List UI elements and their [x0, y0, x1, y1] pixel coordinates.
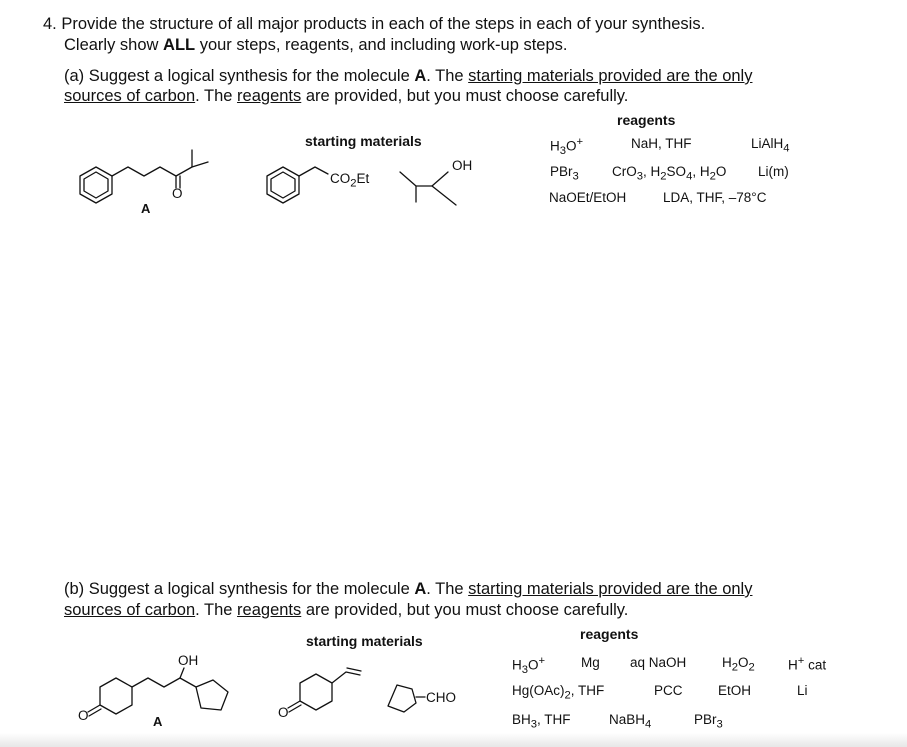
- reagent-li-metal: Li(m): [758, 164, 789, 179]
- part-a-intro-line-1: (a) Suggest a logical synthesis for the molecule A. The starting materials provided are the only: [64, 67, 753, 85]
- part-b-cho-label: CHO: [426, 690, 456, 705]
- reagent-naoet-etoh: NaOEt/EtOH: [549, 190, 627, 205]
- reagent-h3o-plus: $H_3O^+$: [550, 136, 584, 158]
- part-b-starting-materials-header: starting materials: [306, 633, 423, 649]
- question-line-2-b: your steps, reagents, and including work-up steps.: [195, 36, 568, 54]
- reagent-b-bh3: $BH_3$, THF: [512, 712, 571, 731]
- reagent-nah-thf: NaH, THF: [631, 136, 692, 151]
- reagent-b-li: Li: [797, 683, 808, 698]
- reagent-b-h3o-plus: $H_3O^+$: [512, 655, 546, 677]
- part-b-carbonyl-o-a: O: [78, 708, 89, 723]
- reagent-b-pbr3: PBr$_3$: [694, 712, 723, 731]
- part-b-intro-line-2: sources of carbon. The reagents are provided, but you must choose carefully.: [64, 601, 629, 619]
- part-a-molecule-label: A: [141, 201, 151, 216]
- reagent-b-h-plus-cat: H+ cat: [788, 655, 827, 673]
- reagent-b-aq-naoh: aq NaOH: [630, 655, 687, 670]
- part-b-carbonyl-o-b: O: [278, 705, 289, 720]
- reagent-b-mg: Mg: [581, 655, 600, 670]
- reagent-b-nabh4: NaBH$_4$: [609, 712, 652, 731]
- reagent-lialh4: LiAlH$_4$: [751, 136, 790, 155]
- reagent-jones: CrO$_3$, $H_2SO_4$, $H_2O$: [612, 164, 727, 183]
- part-a-starting-materials-header: starting materials: [305, 133, 422, 149]
- reagent-b-etoh: EtOH: [718, 683, 752, 698]
- part-a-reagents-header: reagents: [617, 112, 676, 128]
- part-a-ester-label: $CO_2Et$: [330, 171, 370, 190]
- reagent-lda-thf: LDA, THF, –78°C: [663, 190, 767, 205]
- question-line-1: 4. Provide the structure of all major products in each of the steps in each of your synthesis.: [43, 15, 706, 33]
- question-all-emphasis: ALL: [163, 36, 196, 54]
- page-bottom-edge: [0, 733, 907, 747]
- reagent-b-hgoac2: $Hg(OAc)_2$, THF: [512, 683, 605, 702]
- question-line-2-a: Clearly show: [64, 36, 164, 54]
- part-b-oh-label: OH: [178, 653, 199, 668]
- part-b-reagents-header: reagents: [580, 626, 639, 642]
- part-a-intro-line-2: sources of carbon. The reagents are provided, but you must choose carefully.: [64, 87, 629, 105]
- part-b-intro-line-1: (b) Suggest a logical synthesis for the molecule A. The starting materials provided are the only: [64, 580, 753, 598]
- part-a-alcohol-oh: OH: [452, 158, 473, 173]
- part-b-molecule-label: A: [153, 714, 163, 729]
- reagent-b-h2o2: $H_2O_2$: [722, 655, 755, 674]
- reagent-b-pcc: PCC: [654, 683, 683, 698]
- part-a-carbonyl-o: O: [172, 186, 183, 201]
- reagent-pbr3: PBr$_3$: [550, 164, 579, 183]
